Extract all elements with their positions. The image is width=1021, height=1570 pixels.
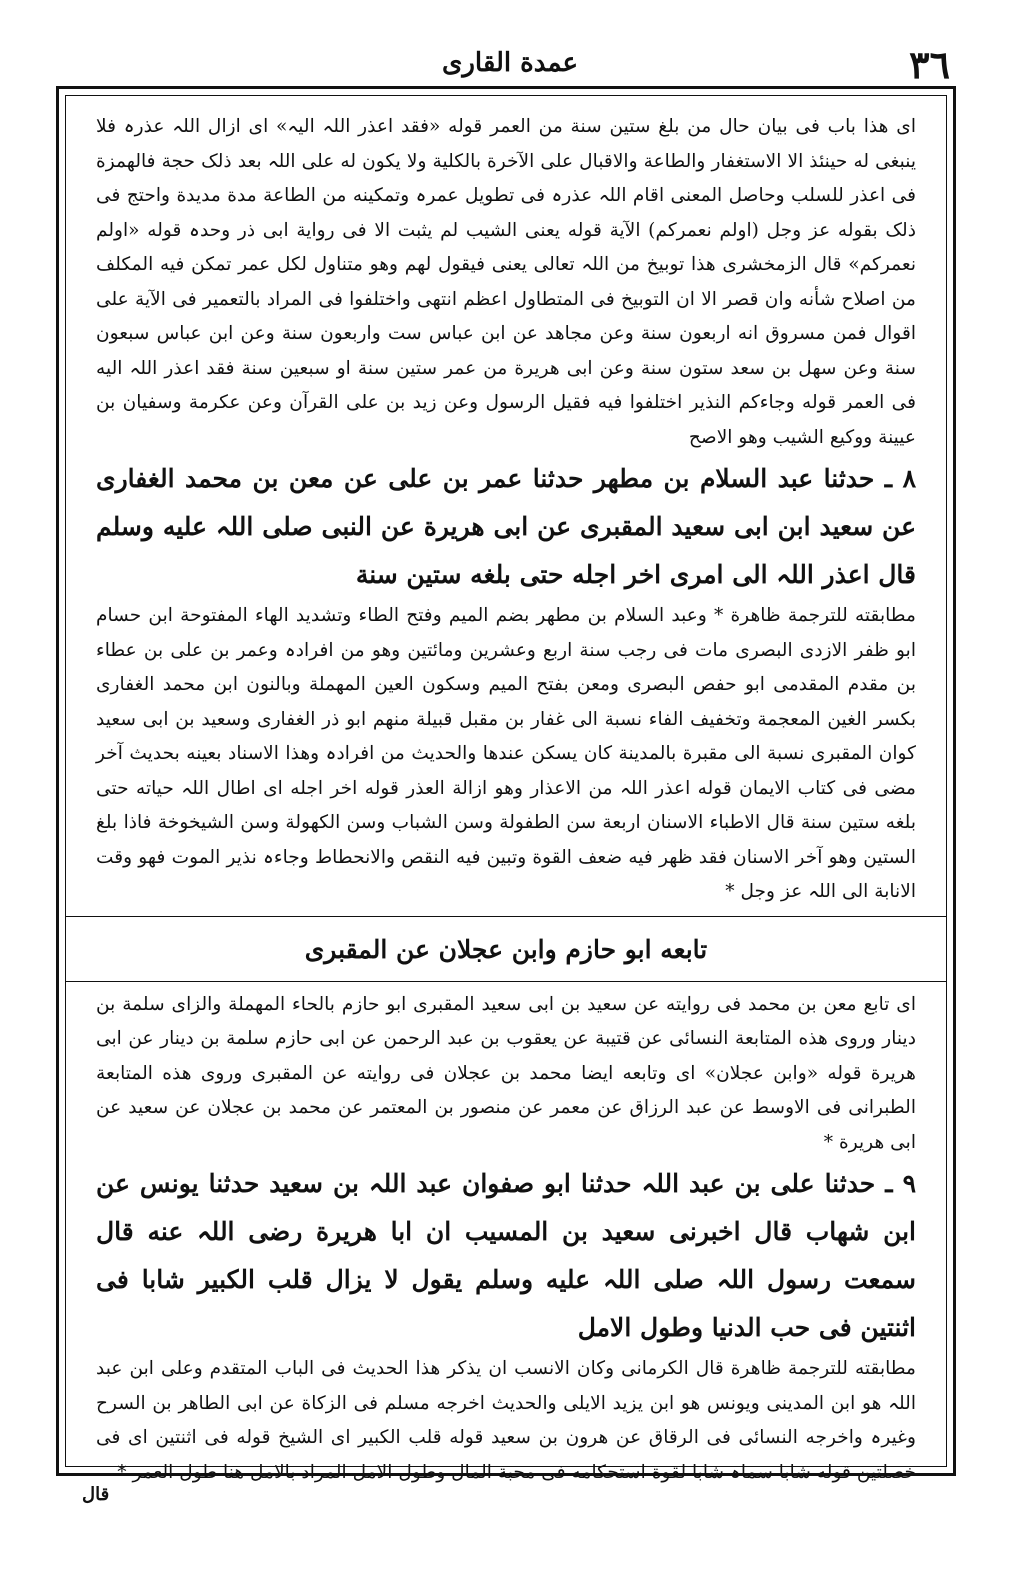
- page-frame: [56, 86, 956, 1483]
- divider: [66, 981, 946, 982]
- mutaba-heading: تابعه ابو حازم وابن عجلان عن المقبری: [304, 934, 708, 964]
- hadith-9: ٩ ـ حدثنا علی بن عبد اللہ حدثنا ابو صفوان عبد اللہ بن سعید حدثنا یونس عن ابن شهاب قال اخبرنی سعید بن المسیب ان ابا هریرة رضی اللہ عنه قال سمعت رسول اللہ صلی اللہ علیه وسلم یقول لا یزال قلب الکبیر شابا فی اثنتین فی حب الدنیا وطول الامل: [96, 1169, 916, 1342]
- commentary-paragraph-1: ای هذا باب فی بیان حال من بلغ ستین سنة من العمر قوله «فقد اعذر اللہ الیہ» ای ازال اللہ عذرہ فلا ینبغی له حینئذ الا الاستغفار والطاعة والاقبال علی الآخرة بالکلیة ولا یکون له علی اللہ بعد ذلک حجة فالهمزة فی اعذر للسلب وحاصل المعنی اقام اللہ عذرہ فی تطویل عمرہ وتمکینه من الطاعة مدة مدیدة واحتج فی ذلک بقوله عز وجل (اولم نعمرکم) الآیة قوله یعنی الشیب لم یثبت الا فی روایة ابی ذر وحدہ قوله «اولم نعمرکم» قال الزمخشری هذا توبیخ من اللہ تعالی یعنی فیقول لهم وهو متناول لکل عمر تمکن فیه المکلف من اصلاح شأنه وان قصر الا ان التوبیخ فی المتطاول اعظم انتهی واختلفوا فی المراد بالتعمیر فی الآیة علی اقوال فمن مسروق انه اربعون سنة وعن مجاهد عن ابن عباس ست واربعون سنة وعن ابن عباس سبعون سنة وعن سهل بن سعد ستون سنة وعن ابی هریرة من عمر ستین سنة او سبعین سنة فقد اعذر اللہ الیه فی العمر قوله وجاءکم النذیر اختلفوا فیه فقیل الرسول وعن زید بن علی القرآن وعن عکرمة وسفیان بن عیینة ووکیع الشیب وهو الاصح: [96, 116, 917, 448]
- divider: [66, 916, 946, 917]
- running-title: عمدة القاری: [442, 48, 578, 78]
- text-body: [65, 95, 947, 1483]
- commentary-paragraph-3: ای تابع معن بن محمد فی روایته عن سعید بن ابی سعید المقبری ابو حازم بالحاء المهملة والزای سلمة بن دینار وروی هذه المتابعة النسائی عن قتیبة عن یعقوب بن عبد الرحمن عن ابی حازم سلمة بن دینار عن ابی هریرة قوله «وابن عجلان» ای وتابعه ایضا محمد بن عجلان فی روایته عن المقبری وروی هذه المتابعة الطبرانی فی الاوسط عن عبد الرزاق عن معمر عن منصور بن المعتمر عن محمد بن عجلان عن سعید عن ابی هریرة *: [96, 993, 916, 1153]
- catchword: قال: [82, 1484, 110, 1505]
- page-header: [60, 42, 960, 86]
- commentary-paragraph-2: مطابقته للترجمة ظاهرة * وعبد السلام بن مطهر بضم المیم وفتح الطاء وتشدید الهاء المفتوحة ابن حسام ابو ظفر الازدی البصری مات فی رجب سنة اربع وعشرین ومائتین وهو من افرادہ وعمر بن علی بن عطاء بن مقدم المقدمی ابو حفص البصری ومعن بفتح المیم وسکون العین المهملة وبالنون ابن محمد الغفاری بکسر الغین المعجمة وتخفیف الفاء نسبة الی غفار بن مقبل قبیلة منهم ابو ذر الغفاری وسعید بن ابی سعید کوان المقبری نسبة الی مقبرة بالمدینة کان یسکن عندها والحدیث من افرادہ وهذا الاسناد بعینه بحدیث آخر مضی فی کتاب الایمان قوله اعذر اللہ من الاعذار وهو ازالة العذر قوله اخر اجله ای اطال اللہ حیاته حتی بلغه ستین سنة قال الاطباء الاسنان اربعة سن الطفولة وسن الشباب وسن الکهولة وسن الشیخوخة فاذا بلغ الستین وهو آخر الاسنان فقد ظهر فیه ضعف القوة وتبین فیه النقص والانحطاط وجاءہ نذیر الموت فهو وقت الانابة الی اللہ عز وجل *: [96, 605, 916, 902]
- hadith-8: ٨ ـ حدثنا عبد السلام بن مطهر حدثنا عمر بن علی عن معن بن محمد الغفاری عن سعید ابن ابی سعید المقبری عن ابی هریرة عن النبی صلی اللہ علیه وسلم قال اعذر اللہ الی امری اخر اجله حتی بلغه ستین سنة: [96, 464, 916, 589]
- page-number: ٣٦: [909, 42, 950, 87]
- commentary-paragraph-4: مطابقته للترجمة ظاهرة قال الکرمانی وکان الانسب ان یذکر هذا الحدیث فی الباب المتقدم وعلی ابن عبد اللہ هو ابن المدینی ویونس هو ابن یزید الایلی والحدیث اخرجه مسلم فی الزکاة عن ابی الطاهر بن السرح وغیرہ واخرجه النسائی فی الرقاق عن هرون بن سعید قوله قلب الکبیر ای الشیخ قوله فی اثنتین ای فی خصلتین قوله شابا سماہ شابا لقوة استحکامه فی محبة المال وطول الامل المراد بالامل هنا طول العمر *: [96, 1358, 916, 1483]
